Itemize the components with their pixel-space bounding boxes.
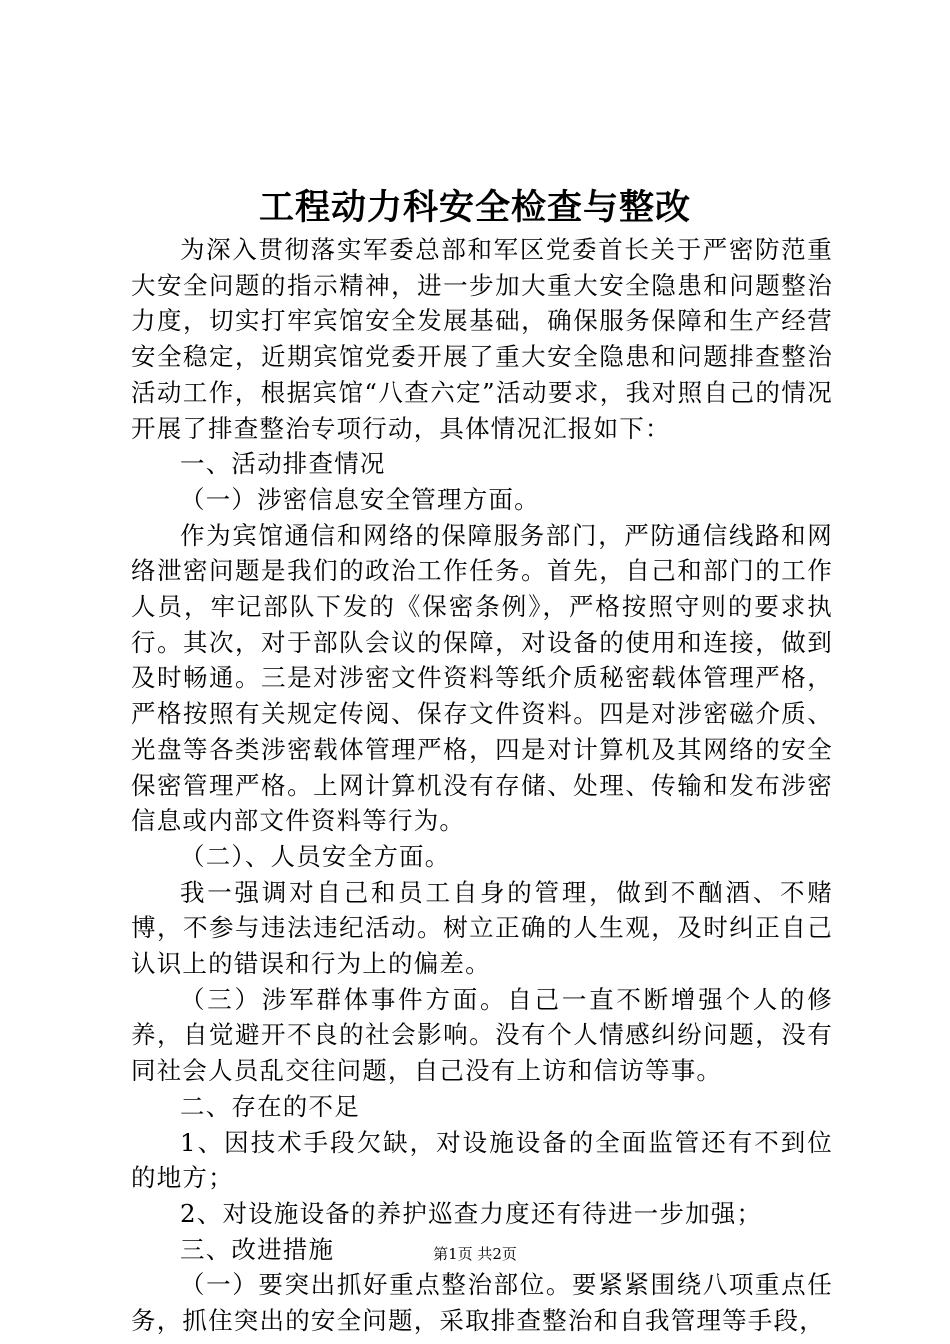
paragraph-personnel: 我一强调对自己和员工自身的管理，做到不酗酒、不赌博，不参与违法违纪活动。树立正确的人生观，及时纠正自己认识上的错误和行为上的偏差。 (131, 877, 833, 979)
section-heading-shortcomings: 二、存在的不足 (180, 1091, 360, 1121)
intro-paragraph: 为深入贯彻落实军委总部和军区党委首长关于严密防范重大安全问题的指示精神，进一步加大重大安全隐患和问题整治力度，切实打牢宾馆安全发展基础，确保服务保障和生产经营安全稳定，近期宾馆党委开展了重大安全隐患和问题排查整治活动工作，根据宾馆“八查六定”活动要求，我对照自己的情况开展了排查整治专项行动，具体情况汇报如下： (131, 235, 833, 443)
paragraph-secret-info: 作为宾馆通信和网络的保障服务部门，严防通信线路和网络泄密问题是我们的政治工作任务。首先，自己和部门的工作人员，牢记部队下发的《保密条例》，严格按照守则的要求执行。其次，对于部队会议的保障，对设备的使用和连接，做到及时畅通。三是对涉密文件资料等纸介质秘密载体管理严格，严格按照有关规定传阅、保存文件资料。四是对涉密磁介质、光盘等各类涉密载体管理严格，四是对计算机及其网络的安全保密管理严格。上网计算机没有存储、处理、传输和发布涉密信息或内部文件资料等行为。 (131, 520, 833, 836)
document-body (131, 232, 833, 1339)
paragraph-improvement-1: （一）要突出抓好重点整治部位。要紧紧围绕八项重点任务，抓住突出的安全问题，采取排查整治和自我管理等手段， (131, 1270, 833, 1336)
section-heading-activity: 一、活动排查情况 (180, 449, 386, 479)
subheading-personnel: （二）、人员安全方面。 (180, 841, 451, 871)
page-number-footer: 第1页 共2页 (433, 1245, 517, 1263)
document-title: 工程动力科安全检查与整改 (258, 187, 691, 228)
shortcoming-item-1: 1、因技术手段欠缺，对设施设备的全面监管还有不到位的地方； (131, 1127, 833, 1193)
shortcoming-item-2: 2、对设施设备的养护巡查力度还有待进一步加强； (180, 1198, 763, 1228)
section-heading-improvements: 三、改进措施 (180, 1234, 335, 1264)
subheading-secret-info: （一）涉密信息安全管理方面。 (180, 484, 540, 514)
paragraph-group-events: （三）涉军群体事件方面。自己一直不断增强个人的修养，自觉避开不良的社会影响。没有个人情感纠纷问题，没有同社会人员乱交往问题，自己没有上访和信访等事。 (131, 984, 833, 1086)
